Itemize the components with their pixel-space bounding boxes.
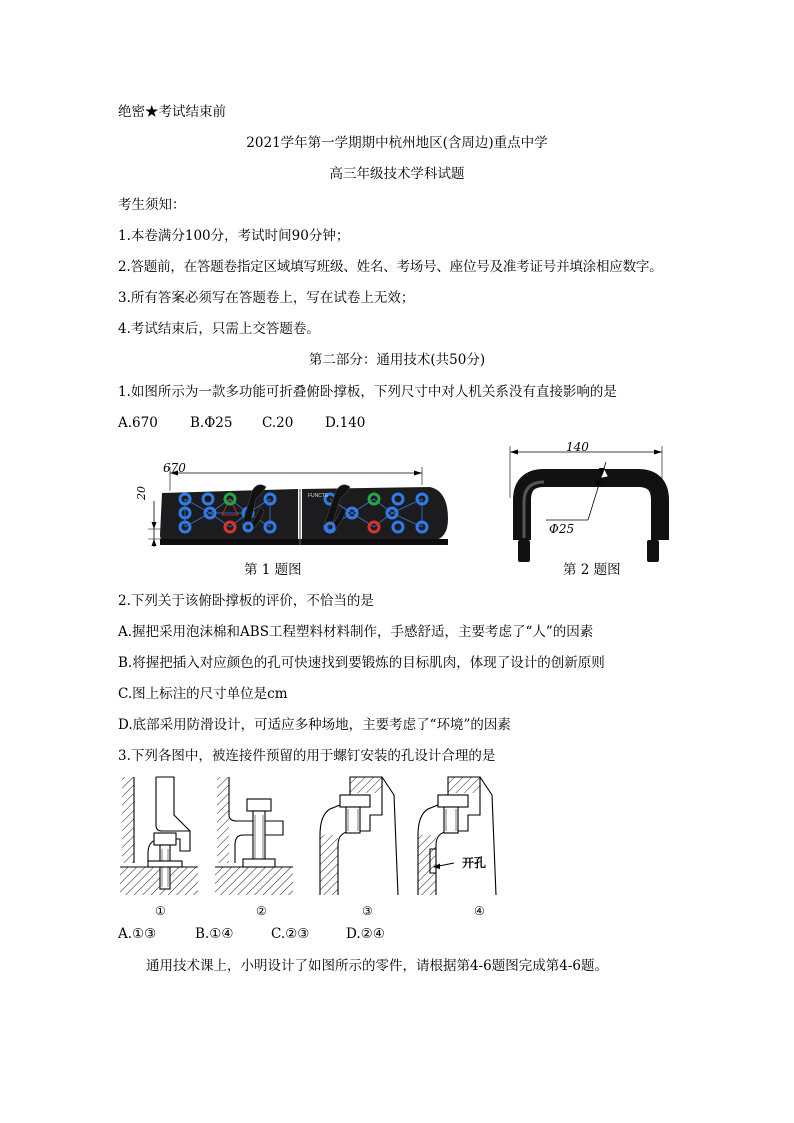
- fig2-dim-dia: Φ25: [549, 522, 575, 536]
- notice-item: 3.所有答案必须写在答题卷上，写在试卷上无效；: [118, 290, 415, 306]
- q2-stem: 2.下列关于该俯卧撑板的评价，不恰当的是: [118, 593, 374, 609]
- q3-option-b: B.①④: [195, 926, 234, 942]
- q2-option-b: B.将握把插入对应颜色的孔可快速找到要锻炼的目标肌肉，体现了设计的创新原则: [118, 655, 605, 671]
- q3-figure-label-2: ②: [256, 904, 267, 918]
- q2-option-d: D.底部采用防滑设计，可适应多种场地，主要考虑了“环境”的因素: [118, 717, 511, 733]
- q1-stem: 1.如图所示为一款多功能可折叠俯卧撑板，下列尺寸中对人机关系没有直接影响的是: [118, 384, 617, 400]
- q3-stem: 3.下列各图中，被连接件预留的用于螺钉安装的孔设计合理的是: [118, 748, 496, 764]
- fig1-dim-length: 670: [163, 461, 186, 475]
- q3-option-c: C.②③: [271, 926, 310, 942]
- notice-heading: 考生须知：: [118, 197, 186, 213]
- fig2-handle-drawing: [500, 440, 670, 570]
- fig2-dim-width: 140: [566, 440, 589, 454]
- q1-option-b: B.Φ25: [190, 415, 233, 431]
- q3-option-d: D.②④: [346, 926, 385, 942]
- q2-option-a: A.握把采用泡沫棉和ABS工程塑料材料制作，手感舒适，主要考虑了“人”的因素: [118, 624, 594, 640]
- notice-item: 1.本卷满分100分，考试时间90分钟；: [118, 228, 350, 244]
- secret-label: 绝密★考试结束前: [118, 104, 226, 120]
- q3-figure-label-4: ④: [474, 904, 485, 918]
- q3-options: [118, 928, 385, 942]
- q1-options: [118, 417, 365, 431]
- q1-option-a: A.670: [118, 415, 158, 431]
- q3-figures: [118, 775, 508, 905]
- q1-option-d: D.140: [325, 415, 366, 431]
- exam-title: 2021学年第一学期期中杭州地区(含周边)重点中学: [246, 135, 548, 151]
- fig1-caption: 第 1 题图: [244, 562, 302, 578]
- q1-option-c: C.20: [262, 415, 294, 431]
- notice-item: 4.考试结束后，只需上交答题卷。: [118, 321, 320, 337]
- q3-figure-label-1: ①: [155, 904, 166, 918]
- q3-option-a: A.①③: [118, 926, 157, 942]
- section-title: 第二部分：通用技术(共50分): [308, 352, 486, 368]
- intro-paragraph: 通用技术课上，小明设计了如图所示的零件，请根据第4-6题图完成第4-6题。: [146, 958, 608, 974]
- notice-item: 2.答题前，在答题卷指定区域填写班级、姓名、考场号、座位号及准考证号并填涂相应数字。: [118, 259, 663, 275]
- fig1-dim-height: 20: [135, 486, 148, 500]
- q2-option-c: C.图上标注的尺寸单位是cm: [118, 686, 288, 702]
- exam-subtitle: 高三年级技术学科试题: [329, 166, 465, 182]
- fig2-caption: 第 2 题图: [563, 562, 621, 578]
- q3-hole-label: 开孔: [462, 856, 487, 870]
- q3-figure-label-3: ③: [362, 904, 373, 918]
- fig1-brand: FUNCTE: [308, 493, 329, 499]
